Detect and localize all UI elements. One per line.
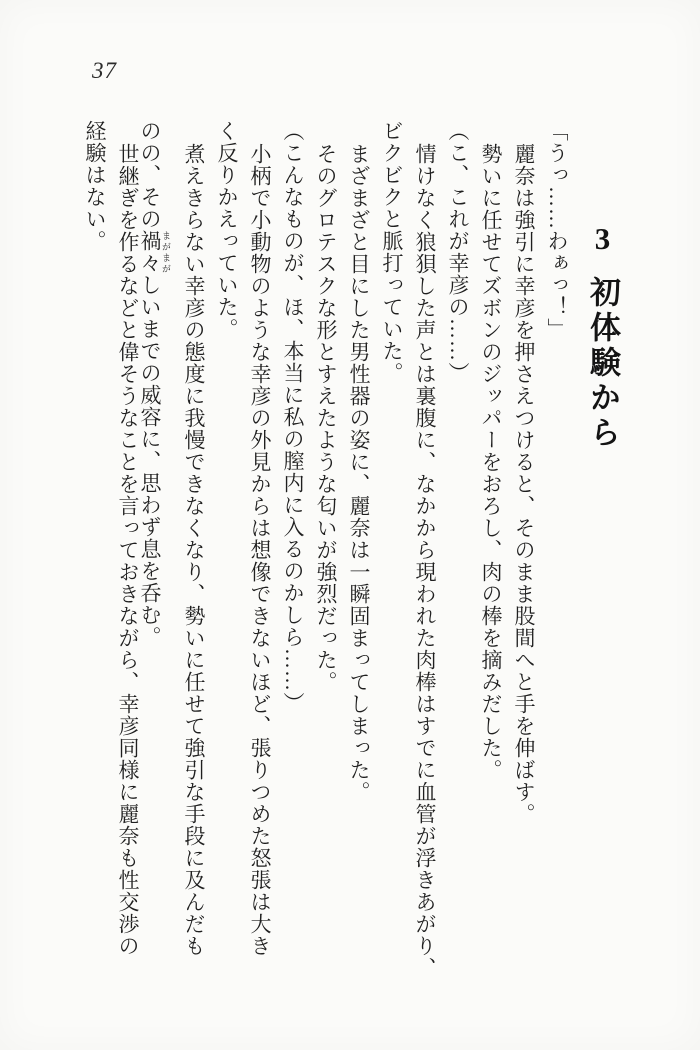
text-line: 経験はない。 bbox=[83, 120, 107, 252]
text-line: く反りかえっていた。 bbox=[215, 120, 239, 340]
chapter-title: 初体験から bbox=[585, 276, 620, 451]
text-line: 麗奈は強引に幸彦を押さえつけると、そのまま股間へと手を伸ばす。 bbox=[512, 143, 536, 825]
text-line: ビクビクと脈打っていた。 bbox=[380, 120, 404, 384]
text-line: 小柄で小動物のような幸彦の外見からは想像できないほど、張りつめた怒張は大き bbox=[248, 143, 272, 957]
page-number: 37 bbox=[92, 58, 117, 83]
text-line: 世継ぎを作るなどと偉そうなことを言っておきながら、幸彦同様に麗奈も性交渉の bbox=[116, 143, 140, 957]
furigana-base: 禍々 まがまが bbox=[138, 230, 171, 274]
text-line: 情けなく狼狽した声とは裏腹に、なかから現われた肉棒はすでに血管が浮きあがり、 bbox=[413, 143, 437, 979]
text-line: （こんなものが、ほ、本当に私の膣内に入るのかしら……） bbox=[281, 120, 305, 714]
text-line: 煮えきらない幸彦の態度に我慢できなくなり、勢いに任せて強引な手段に及んだも bbox=[182, 143, 206, 957]
text-line: まざまざと目にした男性器の姿に、麗奈は一瞬固まってしまった。 bbox=[347, 143, 371, 803]
chapter-number: 3 bbox=[585, 221, 620, 260]
furigana-text: まがまが bbox=[161, 230, 171, 274]
text-line: のの、その禍々 まがまがしいまでの威容に、思わず息を呑む。 bbox=[138, 120, 171, 648]
text-line: 「うっ……わぁっ！」 bbox=[545, 120, 569, 340]
text-line: （こ、これが幸彦の……） bbox=[446, 120, 470, 384]
text-line: そのグロテスクな形とすえたような匂いが強烈だった。 bbox=[314, 143, 338, 693]
text-line: 勢いに任せてズボンのジッパーをおろし、肉の棒を摘みだした。 bbox=[479, 143, 503, 781]
